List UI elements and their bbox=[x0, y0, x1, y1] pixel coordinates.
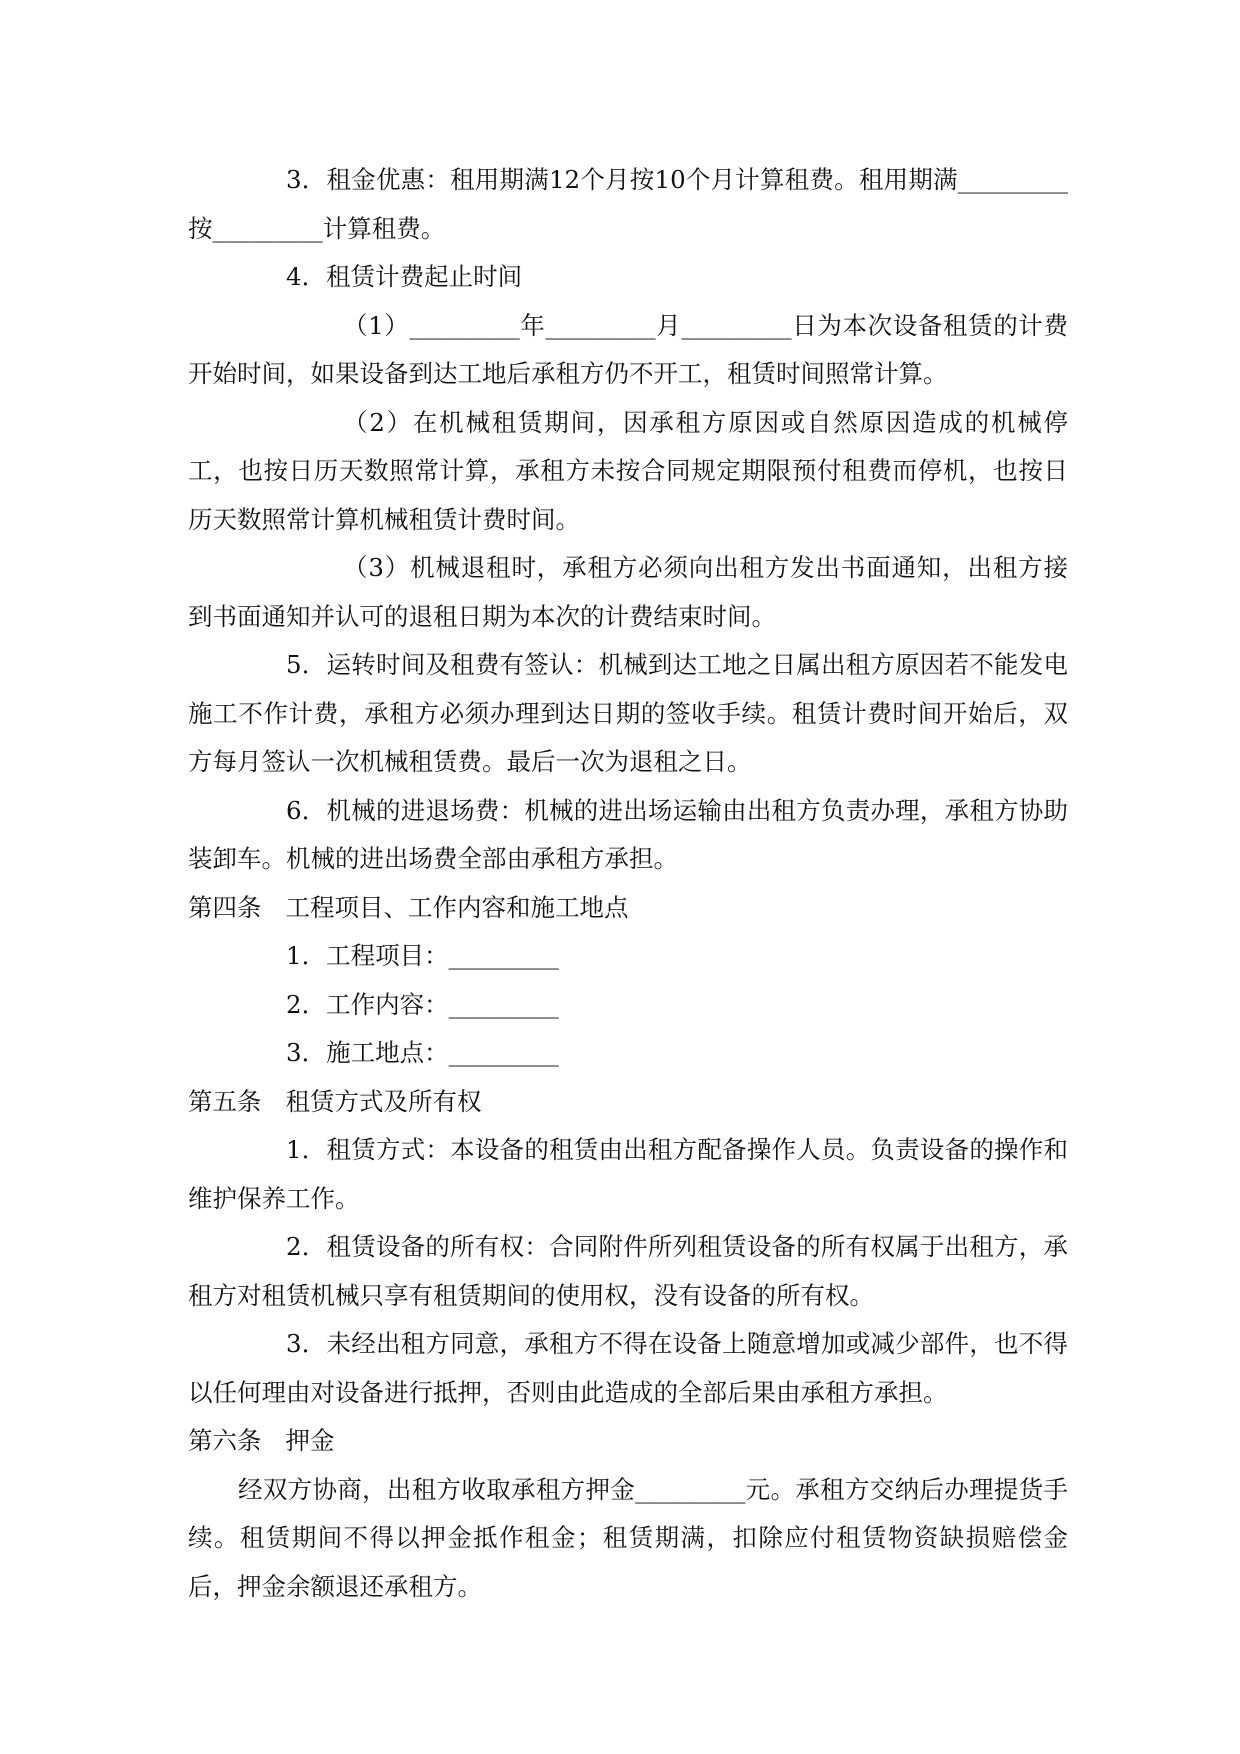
paragraph-billing-end: （3）机械退租时，承租方必须向出租方发出书面通知，出租方接到书面通知并认可的退租日期为本次的计费结束时间。 bbox=[188, 553, 1068, 631]
paragraph-billing-stoppage: （2）在机械租赁期间，因承租方原因或自然原因造成的机械停工，也按日历天数照常计算，承租方未按合同规定期限预付租费而停机，也按日历天数照常计算机械租赁计费时间。 bbox=[188, 407, 1068, 534]
article4-item-work-content: 2．工作内容：_________ bbox=[286, 989, 559, 1019]
article5-item-lease-method: 1．租赁方式：本设备的租赁由出租方配备操作人员。负责设备的操作和维护保养工作。 bbox=[188, 1135, 1068, 1213]
article4-item-project: 1．工程项目：_________ bbox=[286, 941, 559, 970]
article5-item-no-modification: 3．未经出租方同意，承租方不得在设备上随意增加或减少部件，也不得以任何理由对设备进行抵押，否则由此造成的全部后果由承租方承担。 bbox=[188, 1329, 1068, 1407]
article6-number: 第六条 bbox=[188, 1426, 262, 1455]
article5-item-ownership: 2．租赁设备的所有权：合同附件所列租赁设备的所有权属于出租方，承租方对租赁机械只享有租赁期间的使用权，没有设备的所有权。 bbox=[188, 1232, 1068, 1310]
paragraph-site-fees: 6．机械的进退场费：机械的进出场运输由出租方负责办理，承租方协助装卸车。机械的进出场费全部由承租方承担。 bbox=[188, 795, 1068, 873]
article4-title: 工程项目、工作内容和施工地点 bbox=[285, 892, 629, 922]
paragraph-billing-start: （1）_________年_________月_________日为本次设备租赁的计费开始时间，如果设备到达工地后承租方仍不开工，租赁时间照常计算。 bbox=[188, 310, 1068, 388]
article6-body: 经双方协商，出租方收取承租方押金_________元。承租方交纳后办理提货手续。租赁期间不得以押金抵作租金；租赁期满，扣除应付租赁物资缺损赔偿金后，押金余额退还承租方。 bbox=[188, 1474, 1068, 1601]
paragraph-rent-discount: 3．租金优惠：租用期满12个月按10个月计算租费。租用期满_________按_________计算租费。 bbox=[188, 165, 1068, 243]
article6-heading bbox=[188, 1417, 1068, 1466]
article5-heading bbox=[188, 1078, 1068, 1127]
article4-heading bbox=[188, 884, 1068, 933]
article4-item-site-location: 3．施工地点：_________ bbox=[286, 1038, 559, 1067]
paragraph-operation-time: 5．运转时间及租费有签认：机械到达工地之日属出租方原因若不能发电施工不作计费，承租方必须办理到达日期的签收手续。租赁计费时间开始后，双方每月签认一次机械租赁费。最后一次为退租之日。 bbox=[188, 650, 1068, 776]
article4-number: 第四条 bbox=[188, 892, 262, 922]
article5-title: 租赁方式及所有权 bbox=[285, 1086, 482, 1116]
document-body bbox=[188, 156, 1068, 1611]
article6-title: 押金 bbox=[285, 1426, 335, 1455]
paragraph-billing-period-title: 4．租赁计费起止时间 bbox=[286, 262, 523, 291]
article5-number: 第五条 bbox=[188, 1086, 262, 1116]
